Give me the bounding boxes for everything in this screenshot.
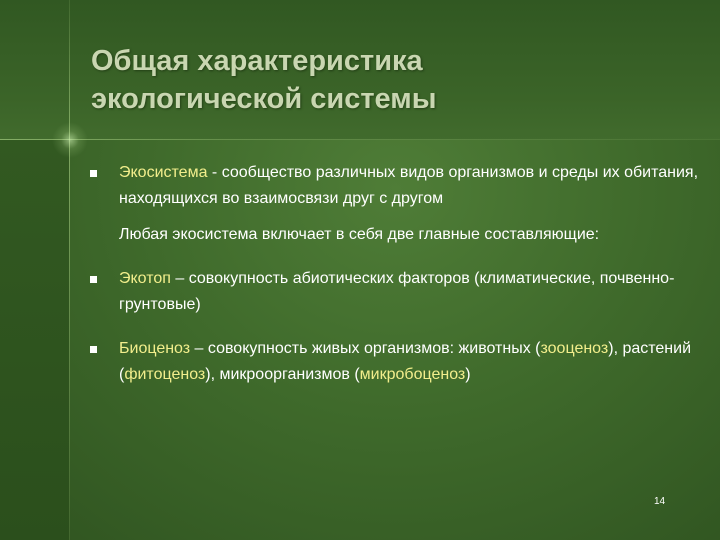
slide-content — [90, 160, 700, 388]
square-bullet-icon — [90, 276, 97, 283]
definition-ecosystem: - сообщество различных видов организмов и среды их обитания, находящихся во взаимосвязи друг с другом — [119, 164, 699, 207]
term-ecosystem: Экосистема — [119, 164, 208, 181]
page-number: 14 — [654, 496, 666, 507]
title-line-2: экологической системы — [91, 83, 437, 115]
title-line-1: Общая характеристика — [91, 45, 423, 77]
square-bullet-icon — [90, 346, 97, 353]
sparkle-decoration — [52, 122, 88, 158]
subtext-components: Любая экосистема включает в себя две главные составляющие: — [119, 226, 600, 243]
bullet-item-biocenosis — [90, 336, 700, 388]
bullet-item-ecotope — [90, 266, 700, 318]
definition-biocenosis-c: ), микроорганизмов ( — [205, 366, 360, 383]
definition-biocenosis-b: ), растений ( — [119, 340, 692, 383]
square-bullet-icon — [90, 170, 97, 177]
highlight-phytocenosis: фитоценоз — [124, 366, 206, 383]
definition-biocenosis-a: – совокупность живых организмов: животных ( — [190, 340, 541, 357]
horizontal-rule — [0, 139, 720, 140]
highlight-microbocenosis: микробоценоз — [359, 366, 466, 383]
left-strip — [0, 140, 70, 540]
definition-ecotope: – совокупность абиотических факторов (климатические, почвенно-грунтовые) — [119, 270, 675, 313]
term-biocenosis: Биоценоз — [119, 340, 191, 357]
definition-biocenosis-d: ) — [465, 366, 471, 383]
highlight-zoocenosis: зооценоз — [540, 340, 609, 357]
term-ecotope: Экотоп — [119, 270, 171, 287]
bullet-item-ecosystem — [90, 160, 700, 212]
slide-title — [91, 42, 691, 118]
vertical-rule — [69, 0, 70, 540]
